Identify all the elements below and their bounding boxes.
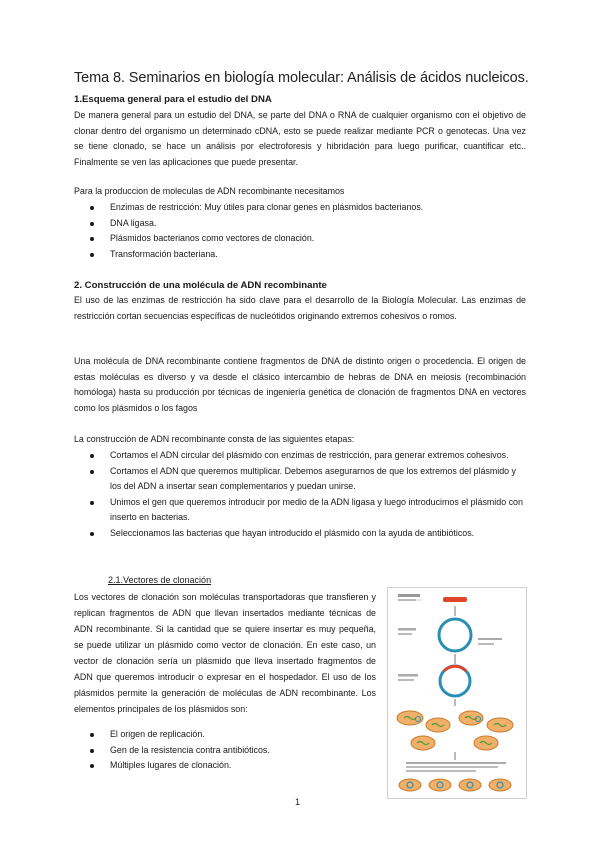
section-2-1-list: [90, 727, 370, 774]
cloning-diagram-svg: [388, 588, 526, 798]
foreign-dna-fragment: [443, 597, 467, 602]
bacterium: [429, 779, 451, 791]
label-block: [398, 599, 416, 601]
section-2-heading: 2. Construcción de una molécula de ADN recombinante: [74, 280, 327, 291]
caption-block: [406, 762, 506, 764]
section-2-1-heading: 2.1.Vectores de clonación: [108, 575, 212, 585]
list-item: Múltiples lugares de clonación.: [90, 758, 370, 774]
bacterium: [489, 779, 511, 791]
list-item: El origen de replicación.: [90, 727, 370, 743]
label-block: [478, 643, 494, 645]
label-block: [398, 674, 418, 677]
list-item: Transformación bacteriana.: [90, 247, 423, 263]
label-block: [398, 679, 414, 681]
section-2-intro: La construcción de ADN recombinante consta de las siguientes etapas:: [74, 434, 355, 444]
list-item: Gen de la resistencia contra antibióticos.: [90, 743, 370, 759]
label-block: [398, 633, 412, 635]
label-block: [398, 594, 420, 597]
document-title: Tema 8. Seminarios en biología molecular: Análisis de ácidos nucleicos.: [74, 70, 529, 86]
list-item: DNA ligasa.: [90, 216, 423, 232]
list-item: Cortamos el ADN que queremos multiplicar. Debemos asegurarnos de que los extremos del plásmido y los del ADN a insertar sean complementarios y puedan unirse.: [90, 464, 526, 495]
list-item: Plásmidos bacterianos como vectores de clonación.: [90, 231, 423, 247]
label-block: [398, 628, 416, 631]
bacterium: [459, 779, 481, 791]
caption-block: [406, 766, 498, 768]
cloning-diagram: [387, 587, 527, 799]
section-2-paragraph-1: El uso de las enzimas de restricción ha sido clave para el desarrollo de la Biología Molecular. Las enzimas de restricción cortan secuencias específicas de nucleótidos originando extremos cohesivos o romos.: [74, 295, 526, 321]
plasmid-vector: [439, 619, 471, 651]
list-item: Unimos el gen que queremos introducir por medio de la ADN ligasa y luego introducimos el plásmido con inserto en bacterias.: [90, 495, 526, 526]
section-1-intro: Para la produccion de moleculas de ADN recombinante necesitamos: [74, 186, 345, 196]
section-1-paragraph: De manera general para un estudio del DNA, se parte del DNA o RNA de cualquier organismo con el objetivo de clonar dentro del organismo un determinado cDNA, esto se puede realizar mediante PCR o genotecas. Una vez se tiene clonado, se hace un análisis por electroforesis y hibridación para luego purificar, cuantificar etc.. Finalmente se ven las aplicaciones que puede presentar.: [74, 110, 526, 167]
insert-segment: [444, 666, 466, 671]
caption-block: [406, 770, 476, 772]
list-item: Enzimas de restricción: Muy útiles para clonar genes en plásmidos bacterianos.: [90, 200, 423, 216]
label-block: [478, 638, 502, 640]
section-2-paragraph-2: Una molécula de DNA recombinante contiene fragmentos de DNA de distinto origen o procedencia. El origen de estas moléculas es diverso y va desde el clásico intercambio de hebras de DNA en meiosis (recombinación homóloga) hasta su producción por técnicas de ingeniería genética de clonación de fragmentos DNA en vectores como los plásmidos o los fagos: [74, 356, 526, 413]
section-1-heading: 1.Esquema general para el estudio del DNA: [74, 94, 272, 105]
section-2-1-paragraph: Los vectores de clonación son moléculas transportadoras que transfieren y replican fragmentos de ADN que llevan insertados mediante técnicas de ADN recombinante. Si la cantidad que se quiere insertar es muy pequeña, se puede utilizar un plásmido como vector de clonación. En este caso, un vector de clonación sería un plásmido que lleva insertado fragmentos de ADN que queremos introducir o expresar en el hospedador. El uso de los plásmidos permite la generación de moléculas de ADN recombinante. Los elementos principales de los plásmidos son:: [74, 592, 376, 714]
bacterium: [399, 779, 421, 791]
section-2-steps: [90, 448, 526, 541]
page-number: 1: [295, 797, 301, 807]
list-item: Cortamos el ADN circular del plásmido con enzimas de restricción, para generar extremos cohesivos.: [90, 448, 526, 464]
list-item: Seleccionamos las bacterias que hayan introducido el plásmido con la ayuda de antibióticos.: [90, 526, 526, 542]
section-1-list: [90, 200, 423, 262]
